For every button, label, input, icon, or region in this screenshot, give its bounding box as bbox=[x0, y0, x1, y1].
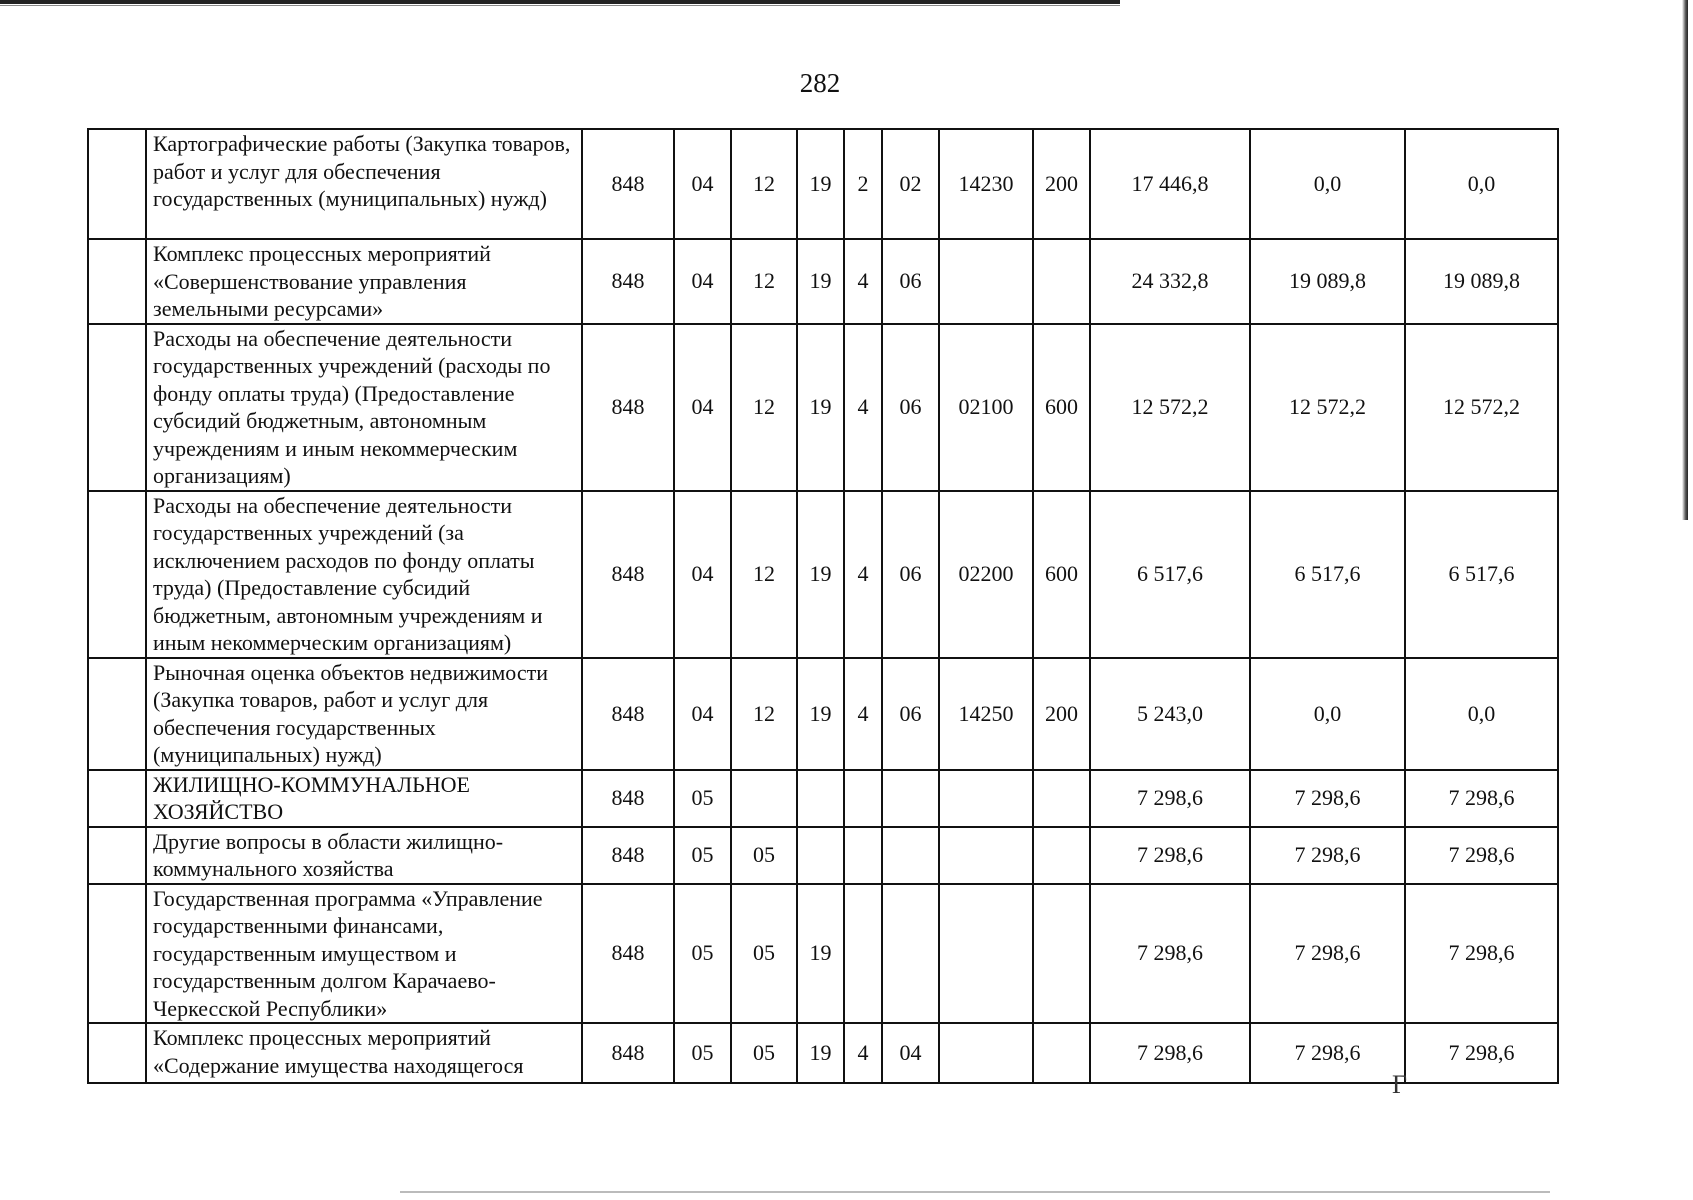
amount-year-1: 7 298,6 bbox=[1090, 827, 1250, 884]
amount-year-2: 19 089,8 bbox=[1250, 239, 1405, 324]
ministry-code: 848 bbox=[582, 884, 674, 1024]
scan-edge-right bbox=[1682, 0, 1688, 520]
program-code: 19 bbox=[797, 324, 844, 491]
expense-direction-code bbox=[939, 239, 1033, 324]
expense-type-code: 600 bbox=[1033, 491, 1090, 658]
expense-type-code bbox=[1033, 827, 1090, 884]
amount-year-3: 0,0 bbox=[1405, 658, 1558, 770]
program-code: 19 bbox=[797, 1023, 844, 1083]
expense-type-code bbox=[1033, 239, 1090, 324]
subprogram-code: 4 bbox=[844, 239, 882, 324]
table-row bbox=[88, 1023, 1558, 1083]
row-name: Рыночная оценка объектов недвижимости (Закупка товаров, работ и услуг для обеспечения государственных (муниципальных) нужд) bbox=[146, 658, 582, 770]
section-code: 04 bbox=[674, 129, 731, 239]
scan-border-top-thin bbox=[0, 5, 1120, 6]
ministry-code: 848 bbox=[582, 324, 674, 491]
row-number-cell bbox=[88, 827, 146, 884]
scan-border-bottom bbox=[400, 1191, 1550, 1193]
structural-element-code: 04 bbox=[882, 1023, 939, 1083]
amount-year-2: 12 572,2 bbox=[1250, 324, 1405, 491]
subsection-code: 12 bbox=[731, 129, 797, 239]
structural-element-code bbox=[882, 770, 939, 827]
subsection-code: 12 bbox=[731, 491, 797, 658]
expense-direction-code: 02100 bbox=[939, 324, 1033, 491]
expense-direction-code bbox=[939, 770, 1033, 827]
expense-direction-code: 02200 bbox=[939, 491, 1033, 658]
row-name: Картографические работы (Закупка товаров, работ и услуг для обеспечения государственных (муниципальных) нужд) bbox=[146, 129, 582, 239]
row-name: Государственная программа «Управление государственными финансами, государственным имуществом и государственным долгом Карачаево-Черкесской Республики» bbox=[146, 884, 582, 1024]
row-number-cell bbox=[88, 129, 146, 239]
scan-border-top bbox=[0, 0, 1120, 4]
section-code: 05 bbox=[674, 1023, 731, 1083]
structural-element-code: 06 bbox=[882, 658, 939, 770]
amount-year-1: 6 517,6 bbox=[1090, 491, 1250, 658]
ministry-code: 848 bbox=[582, 770, 674, 827]
amount-year-3: 7 298,6 bbox=[1405, 1023, 1558, 1083]
subsection-code: 05 bbox=[731, 827, 797, 884]
ministry-code: 848 bbox=[582, 1023, 674, 1083]
subprogram-code: 4 bbox=[844, 324, 882, 491]
row-name: Комплекс процессных мероприятий «Совершенствование управления земельными ресурсами» bbox=[146, 239, 582, 324]
row-name: Комплекс процессных мероприятий «Содержание имущества находящегося bbox=[146, 1023, 582, 1083]
expense-direction-code: 14230 bbox=[939, 129, 1033, 239]
subprogram-code bbox=[844, 884, 882, 1024]
row-number-cell bbox=[88, 239, 146, 324]
subprogram-code: 4 bbox=[844, 658, 882, 770]
expense-direction-code bbox=[939, 884, 1033, 1024]
section-code: 04 bbox=[674, 324, 731, 491]
table-row bbox=[88, 884, 1558, 1024]
row-number-cell bbox=[88, 1023, 146, 1083]
row-number-cell bbox=[88, 491, 146, 658]
subprogram-code bbox=[844, 827, 882, 884]
table-row bbox=[88, 129, 1558, 239]
row-name: Другие вопросы в области жилищно-коммунального хозяйства bbox=[146, 827, 582, 884]
amount-year-3: 12 572,2 bbox=[1405, 324, 1558, 491]
amount-year-1: 24 332,8 bbox=[1090, 239, 1250, 324]
amount-year-2: 0,0 bbox=[1250, 129, 1405, 239]
amount-year-3: 6 517,6 bbox=[1405, 491, 1558, 658]
amount-year-2: 7 298,6 bbox=[1250, 884, 1405, 1024]
table-row bbox=[88, 658, 1558, 770]
amount-year-1: 17 446,8 bbox=[1090, 129, 1250, 239]
amount-year-3: 0,0 bbox=[1405, 129, 1558, 239]
expense-direction-code bbox=[939, 827, 1033, 884]
amount-year-3: 7 298,6 bbox=[1405, 770, 1558, 827]
row-name: Расходы на обеспечение деятельности государственных учреждений (за исключением расходов по фонду оплаты труда) (Предоставление субсидий бюджетным, автономным учреждениям и иным некоммерческим организациям) bbox=[146, 491, 582, 658]
amount-year-2: 7 298,6 bbox=[1250, 1023, 1405, 1083]
amount-year-2: 0,0 bbox=[1250, 658, 1405, 770]
expense-type-code: 200 bbox=[1033, 129, 1090, 239]
ministry-code: 848 bbox=[582, 827, 674, 884]
table-row bbox=[88, 770, 1558, 827]
subprogram-code: 2 bbox=[844, 129, 882, 239]
amount-year-2: 6 517,6 bbox=[1250, 491, 1405, 658]
program-code: 19 bbox=[797, 239, 844, 324]
section-code: 04 bbox=[674, 658, 731, 770]
structural-element-code: 02 bbox=[882, 129, 939, 239]
expense-type-code: 200 bbox=[1033, 658, 1090, 770]
section-code: 04 bbox=[674, 491, 731, 658]
table-row bbox=[88, 324, 1558, 491]
section-code: 05 bbox=[674, 827, 731, 884]
page-number: 282 bbox=[799, 68, 841, 98]
expense-type-code bbox=[1033, 884, 1090, 1024]
subprogram-code: 4 bbox=[844, 1023, 882, 1083]
program-code: 19 bbox=[797, 884, 844, 1024]
program-code bbox=[797, 827, 844, 884]
row-number-cell bbox=[88, 324, 146, 491]
section-code: 05 bbox=[674, 884, 731, 1024]
section-code: 04 bbox=[674, 239, 731, 324]
subsection-code: 05 bbox=[731, 1023, 797, 1083]
amount-year-3: 7 298,6 bbox=[1405, 827, 1558, 884]
amount-year-3: 19 089,8 bbox=[1405, 239, 1558, 324]
program-code: 19 bbox=[797, 491, 844, 658]
amount-year-2: 7 298,6 bbox=[1250, 770, 1405, 827]
amount-year-3: 7 298,6 bbox=[1405, 884, 1558, 1024]
expense-type-code bbox=[1033, 770, 1090, 827]
row-number-cell bbox=[88, 884, 146, 1024]
row-name: Расходы на обеспечение деятельности государственных учреждений (расходы по фонду оплаты труда) (Предоставление субсидий бюджетным, автономным учреждениям и иным некоммерческим организациям) bbox=[146, 324, 582, 491]
structural-element-code: 06 bbox=[882, 324, 939, 491]
subsection-code: 12 bbox=[731, 239, 797, 324]
amount-year-1: 7 298,6 bbox=[1090, 884, 1250, 1024]
subsection-code bbox=[731, 770, 797, 827]
amount-year-2: 7 298,6 bbox=[1250, 827, 1405, 884]
structural-element-code bbox=[882, 884, 939, 1024]
program-code: 19 bbox=[797, 129, 844, 239]
ministry-code: 848 bbox=[582, 658, 674, 770]
amount-year-1: 7 298,6 bbox=[1090, 770, 1250, 827]
row-number-cell bbox=[88, 658, 146, 770]
program-code: 19 bbox=[797, 658, 844, 770]
subsection-code: 05 bbox=[731, 884, 797, 1024]
section-code: 05 bbox=[674, 770, 731, 827]
expense-direction-code bbox=[939, 1023, 1033, 1083]
row-name: ЖИЛИЩНО-КОММУНАЛЬНОЕ ХОЗЯЙСТВО bbox=[146, 770, 582, 827]
amount-year-1: 12 572,2 bbox=[1090, 324, 1250, 491]
ministry-code: 848 bbox=[582, 491, 674, 658]
expense-type-code bbox=[1033, 1023, 1090, 1083]
subprogram-code: 4 bbox=[844, 491, 882, 658]
table-row bbox=[88, 491, 1558, 658]
expense-type-code: 600 bbox=[1033, 324, 1090, 491]
table-row bbox=[88, 827, 1558, 884]
structural-element-code: 06 bbox=[882, 491, 939, 658]
subprogram-code bbox=[844, 770, 882, 827]
handwritten-mark: Г bbox=[1392, 1070, 1408, 1099]
budget-table bbox=[87, 128, 1559, 1084]
ministry-code: 848 bbox=[582, 129, 674, 239]
structural-element-code bbox=[882, 827, 939, 884]
table-row bbox=[88, 239, 1558, 324]
subsection-code: 12 bbox=[731, 324, 797, 491]
structural-element-code: 06 bbox=[882, 239, 939, 324]
amount-year-1: 5 243,0 bbox=[1090, 658, 1250, 770]
row-number-cell bbox=[88, 770, 146, 827]
ministry-code: 848 bbox=[582, 239, 674, 324]
expense-direction-code: 14250 bbox=[939, 658, 1033, 770]
amount-year-1: 7 298,6 bbox=[1090, 1023, 1250, 1083]
subsection-code: 12 bbox=[731, 658, 797, 770]
program-code bbox=[797, 770, 844, 827]
